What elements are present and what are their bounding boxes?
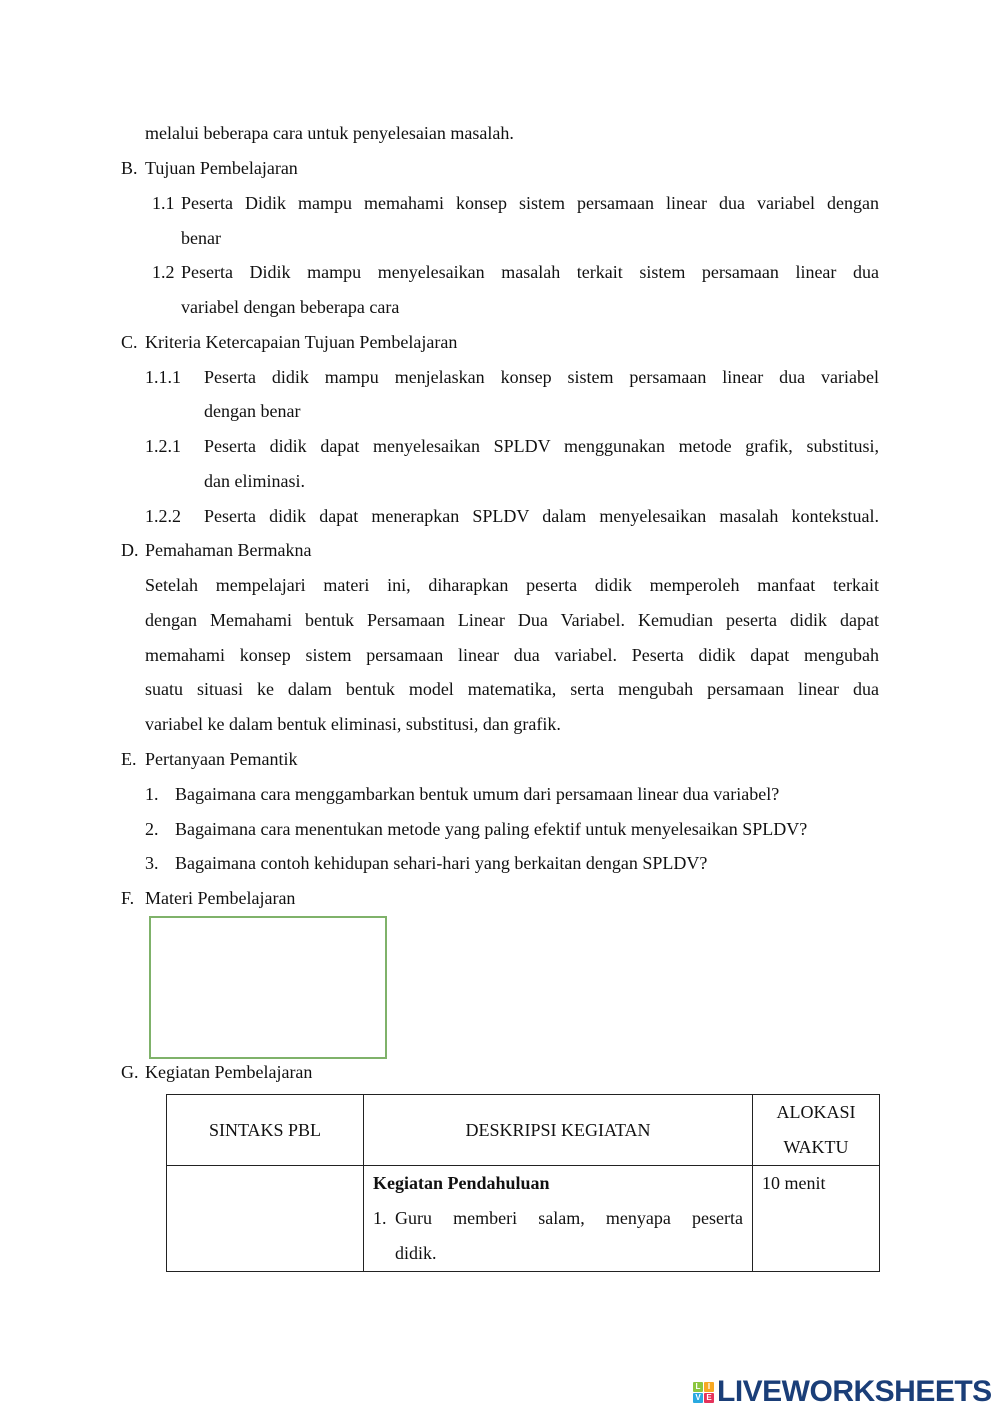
item-number: 1. xyxy=(145,784,159,804)
section-b-label: B. xyxy=(121,158,138,178)
item-text: dan eliminasi. xyxy=(204,471,305,491)
item-text: Peserta didik dapat menyelesaikan SPLDV menggunakan metode grafik, substitusi, xyxy=(204,436,879,456)
item-number: 1.2.2 xyxy=(145,506,181,526)
header-alokasi xyxy=(753,1095,880,1166)
item-text: Peserta Didik mampu menyelesaikan masalah terkait sistem persamaan linear dua xyxy=(181,262,879,282)
answer-box[interactable] xyxy=(149,916,387,1059)
header-deskripsi: DESKRIPSI KEGIATAN xyxy=(364,1095,753,1166)
item-number: 1.1.1 xyxy=(145,367,181,387)
section-d-label: D. xyxy=(121,540,139,560)
section-c-label: C. xyxy=(121,332,138,352)
cell-deskripsi xyxy=(364,1166,753,1272)
cell-sintaks xyxy=(167,1166,364,1272)
logo-text: LIVEWORKSHEETS xyxy=(717,1375,992,1408)
question-text: Bagaimana contoh kehidupan sehari-hari yang berkaitan dengan SPLDV? xyxy=(175,853,708,873)
step-text: didik. xyxy=(395,1243,437,1263)
section-e-title: Pertanyaan Pemantik xyxy=(145,749,298,769)
header-sintaks: SINTAKS PBL xyxy=(167,1095,364,1166)
item-text: benar xyxy=(181,228,221,248)
item-number: 1.2.1 xyxy=(145,436,181,456)
paragraph-line: Setelah mempelajari materi ini, diharapkan peserta didik memperoleh manfaat terkait xyxy=(145,575,879,595)
item-number: 1.2 xyxy=(152,262,175,282)
section-d-title: Pemahaman Bermakna xyxy=(145,540,312,560)
step-number: 1. xyxy=(373,1208,387,1228)
item-number: 2. xyxy=(145,819,159,839)
activity-table xyxy=(166,1094,880,1272)
table-row xyxy=(167,1166,880,1272)
intro-tail: melalui beberapa cara untuk penyelesaian masalah. xyxy=(145,123,514,143)
item-text: Peserta didik mampu menjelaskan konsep sistem persamaan linear dua variabel xyxy=(204,367,879,387)
activity-heading: Kegiatan Pendahuluan xyxy=(373,1173,550,1193)
item-text: dengan benar xyxy=(204,401,301,421)
item-number: 1.1 xyxy=(152,193,175,213)
item-number: 3. xyxy=(145,853,159,873)
header-alokasi-l2: WAKTU xyxy=(783,1137,849,1157)
paragraph-line: memahami konsep sistem persamaan linear dua variabel. Peserta didik dapat mengubah xyxy=(145,645,879,665)
header-alokasi-l1: ALOKASI xyxy=(776,1102,856,1122)
item-text: variabel dengan beberapa cara xyxy=(181,297,400,317)
section-g-title: Kegiatan Pembelajaran xyxy=(145,1062,313,1082)
step-text: Guru memberi salam, menyapa peserta xyxy=(395,1208,743,1228)
table-header-row xyxy=(167,1095,880,1166)
section-g-label: G. xyxy=(121,1062,139,1082)
item-text: Peserta Didik mampu memahami konsep sistem persamaan linear dua variabel dengan xyxy=(181,193,879,213)
section-f-label: F. xyxy=(121,888,135,908)
item-text: Peserta didik dapat menerapkan SPLDV dalam menyelesaikan masalah kontekstual. xyxy=(204,506,879,526)
cell-waktu: 10 menit xyxy=(753,1166,880,1272)
live-tiles-icon: L I V E xyxy=(693,1382,714,1403)
paragraph-line: suatu situasi ke dalam bentuk model matematika, serta mengubah persamaan linear dua xyxy=(145,679,879,699)
section-b-title: Tujuan Pembelajaran xyxy=(145,158,298,178)
paragraph-line: variabel ke dalam bentuk eliminasi, substitusi, dan grafik. xyxy=(145,714,561,734)
section-f-title: Materi Pembelajaran xyxy=(145,888,296,908)
liveworksheets-logo xyxy=(693,1375,992,1409)
section-e-label: E. xyxy=(121,749,137,769)
section-c-title: Kriteria Ketercapaian Tujuan Pembelajaran xyxy=(145,332,458,352)
question-text: Bagaimana cara menentukan metode yang paling efektif untuk menyelesaikan SPLDV? xyxy=(175,819,808,839)
question-text: Bagaimana cara menggambarkan bentuk umum dari persamaan linear dua variabel? xyxy=(175,784,780,804)
paragraph-line: dengan Memahami bentuk Persamaan Linear Dua Variabel. Kemudian peserta didik dapat xyxy=(145,610,879,630)
